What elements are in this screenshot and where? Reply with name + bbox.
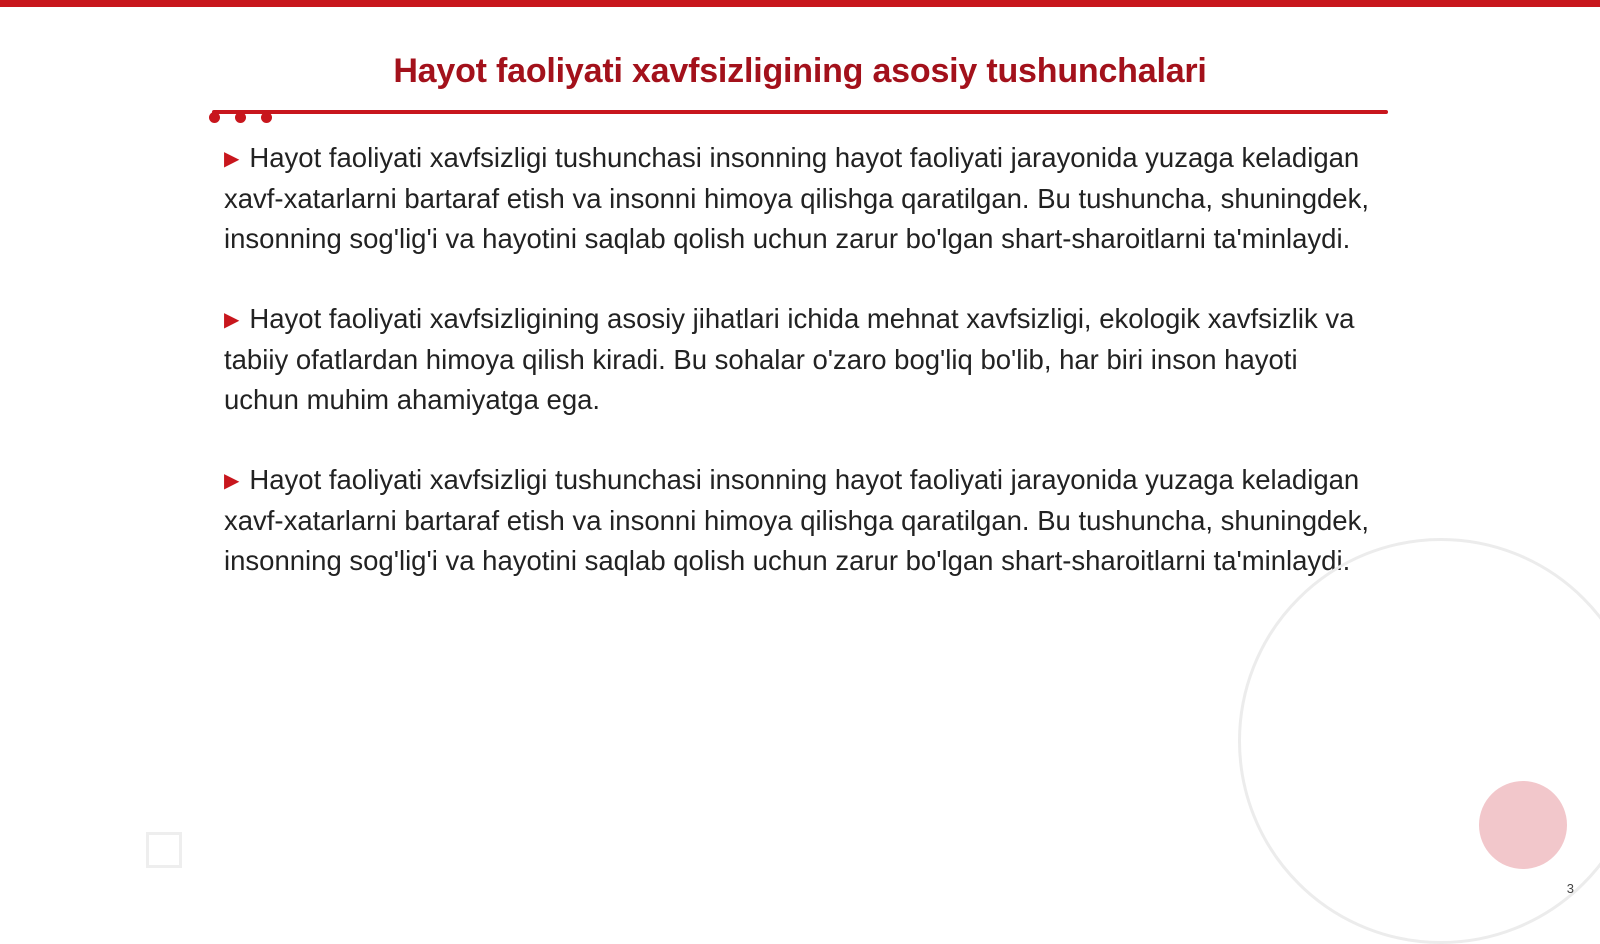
decor-pink-circle (1479, 781, 1567, 869)
top-accent-bar (0, 0, 1600, 7)
bullet-list (224, 138, 1374, 621)
bullet-item (224, 299, 1374, 420)
slide-title: Hayot faoliyati xavfsizligining asosiy tushunchalari (393, 52, 1207, 90)
triangle-bullet-icon: ▶ (224, 309, 240, 331)
bullet-text: Hayot faoliyati xavfsizligi tushunchasi insonning hayot faoliyati jarayonida yuzaga keladigan xavf-xatarlarni bartaraf etish va insonni himoya qilishga qaratilgan. Bu tushuncha, shuningdek, insonning sog'lig'i va hayotini saqlab qolish uchun zarur bo'lgan shart-sharoitlarni ta'minlaydi. (224, 142, 1369, 254)
page-number: 3 (1566, 881, 1574, 896)
bullet-item (224, 460, 1374, 581)
triangle-bullet-icon: ▶ (224, 148, 240, 170)
decor-dot (261, 112, 272, 123)
triangle-bullet-icon: ▶ (224, 470, 240, 492)
bullet-text: Hayot faoliyati xavfsizligining asosiy jihatlari ichida mehnat xavfsizligi, ekologik xavfsizlik va tabiiy ofatlardan himoya qilish kiradi. Bu sohalar o'zaro bog'liq bo'lib, har biri inson hayoti uchun muhim ahamiyatga ega. (224, 303, 1355, 415)
bullet-item (224, 138, 1374, 259)
decor-dot (235, 112, 246, 123)
decor-dot (209, 112, 220, 123)
bullet-text: Hayot faoliyati xavfsizligi tushunchasi insonning hayot faoliyati jarayonida yuzaga keladigan xavf-xatarlarni bartaraf etish va insonni himoya qilishga qaratilgan. Bu tushuncha, shuningdek, insonning sog'lig'i va hayotini saqlab qolish uchun zarur bo'lgan shart-sharoitlarni ta'minlaydi. (224, 464, 1369, 576)
decor-square (146, 832, 182, 868)
title-underline (212, 110, 1388, 114)
